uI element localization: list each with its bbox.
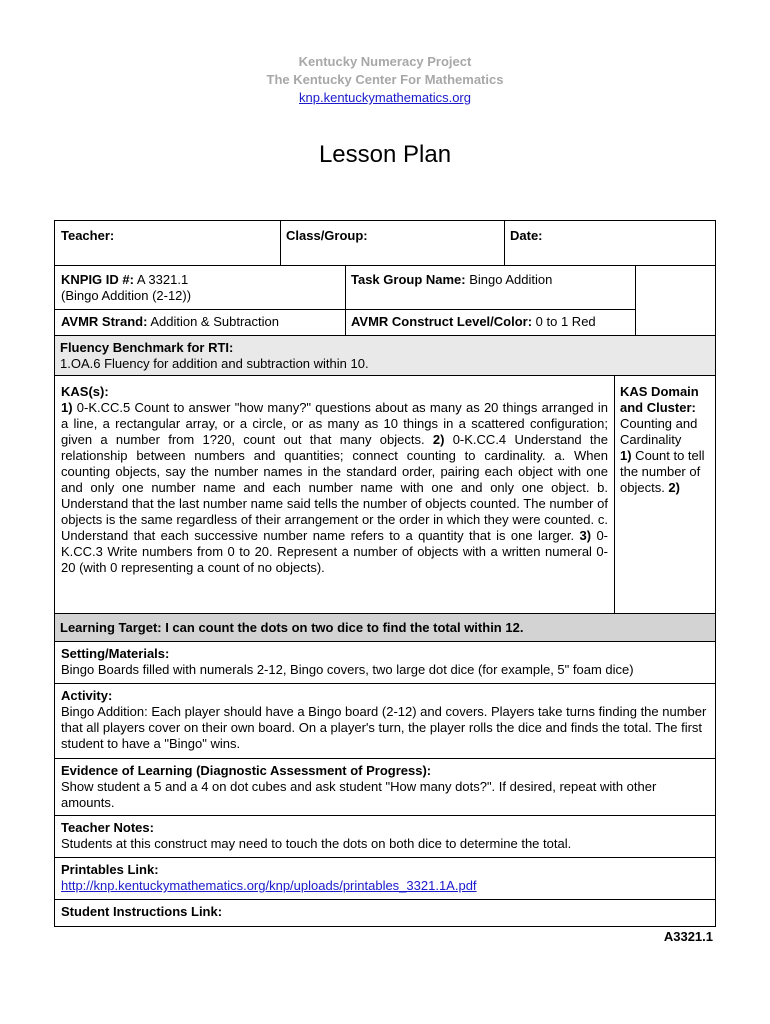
setting-label: Setting/Materials: (61, 646, 170, 661)
printables-link[interactable]: http://knp.kentuckymathematics.org/knp/uploads/printables_3321.1A.pdf (61, 878, 477, 893)
footer-code: A3321.1 (663, 929, 713, 944)
class-group-label: Class/Group: (286, 228, 368, 243)
kas-num-2: 2) (432, 432, 445, 447)
fluency-label: Fluency Benchmark for RTI: (60, 340, 234, 355)
task-group (346, 268, 634, 292)
kas-text-3: 0-K.CC.3 Write numbers from 0 to 20. Represent a number of objects with a written numeral 0-20 (with 0 representing a count of no objects). (61, 528, 608, 575)
fluency-benchmark (55, 336, 715, 375)
kas-num-1: 1) (61, 400, 73, 415)
activity (56, 684, 714, 756)
avmr-construct (346, 310, 634, 334)
kas-domain-num-1: 1) (620, 448, 632, 463)
task-group-label: Task Group Name: (351, 272, 466, 287)
knpig-id (56, 268, 344, 308)
teacher-notes-label: Teacher Notes: (61, 820, 154, 835)
task-group-value: Bingo Addition (465, 272, 553, 287)
teacher-label: Teacher: (61, 228, 115, 243)
student-instructions-label: Student Instructions Link: (61, 904, 223, 919)
center-name: The Kentucky Center For Mathematics (266, 72, 504, 87)
avmr-construct-value: 0 to 1 Red (532, 314, 596, 329)
teacher-notes-value: Students at this construct may need to touch the dots on both dice to determine the total. (61, 836, 572, 851)
site-link[interactable]: knp.kentuckymathematics.org (299, 90, 471, 105)
page-title: Lesson Plan (318, 141, 452, 168)
evidence-of-learning (56, 759, 714, 815)
kas-text-1: 0-K.CC.5 Count to answer "how many?" questions about as many as 20 things arranged in a line, a rectangular array, or a circle, or as many as 10 things in a scattered configuration; given a number from 1?20, count out that many objects. (61, 400, 608, 447)
avmr-construct-label: AVMR Construct Level/Color: (351, 314, 533, 329)
kas-label: KAS(s): (61, 384, 109, 399)
avmr-strand-value: Addition & Subtraction (147, 314, 279, 329)
kas-domain-label: KAS Domain and Cluster: (620, 384, 699, 415)
kas-standards (56, 380, 613, 580)
fluency-value: 1.OA.6 Fluency for addition and subtraction within 10. (60, 356, 369, 371)
knpig-id-sub: (Bingo Addition (2-12)) (61, 288, 192, 303)
setting-materials (56, 642, 714, 682)
kas-domain-value: Counting and Cardinality (620, 416, 698, 447)
avmr-strand-label: AVMR Strand: (61, 314, 148, 329)
activity-label: Activity: (61, 688, 113, 703)
kas-text-2: 0-K.CC.4 Understand the relationship between numbers and quantities; connect counting to cardinality. a. When counting objects, say the number names in the standard order, pairing each object with one and only one number name and each number name with one and only one object. b. Understand that the last number name said tells the number of objects counted. The number of objects is the same regardless of their arrangement or the order in which they were counted. c. Understand that each successive number name refers to a quantity that is one larger. (61, 432, 608, 543)
printables-label: Printables Link: (61, 862, 159, 877)
kas-domain-text-1: Count to tell the number of objects. (620, 448, 705, 495)
evidence-label: Evidence of Learning (Diagnostic Assessment of Progress): (61, 763, 432, 778)
kas-domain-num-2: 2) (668, 480, 680, 495)
setting-value: Bingo Boards filled with numerals 2-12, Bingo covers, two large dot dice (for example, 5" foam dice) (61, 662, 634, 677)
kas-num-3: 3) (579, 528, 592, 543)
knpig-id-value: A 3321.1 (133, 272, 189, 287)
kas-domain (615, 380, 715, 500)
knpig-id-label: KNPIG ID #: (61, 272, 134, 287)
teacher-notes (56, 816, 714, 856)
date-label: Date: (510, 228, 543, 243)
learning-target: Learning Target: I can count the dots on two dice to find the total within 12. (55, 614, 715, 641)
activity-value: Bingo Addition: Each player should have a Bingo board (2-12) and covers. Players take turns finding the number that all players cover on their own board. On a player's turn, the player rolls the dice and finds the total. The first student to have a "Bingo" wins. (61, 704, 707, 751)
avmr-strand (56, 310, 344, 334)
evidence-value: Show student a 5 and a 4 on dot cubes and ask student "How many dots?". If desired, repeat with other amounts. (61, 779, 657, 810)
project-name: Kentucky Numeracy Project (298, 54, 472, 69)
printables (56, 858, 714, 898)
